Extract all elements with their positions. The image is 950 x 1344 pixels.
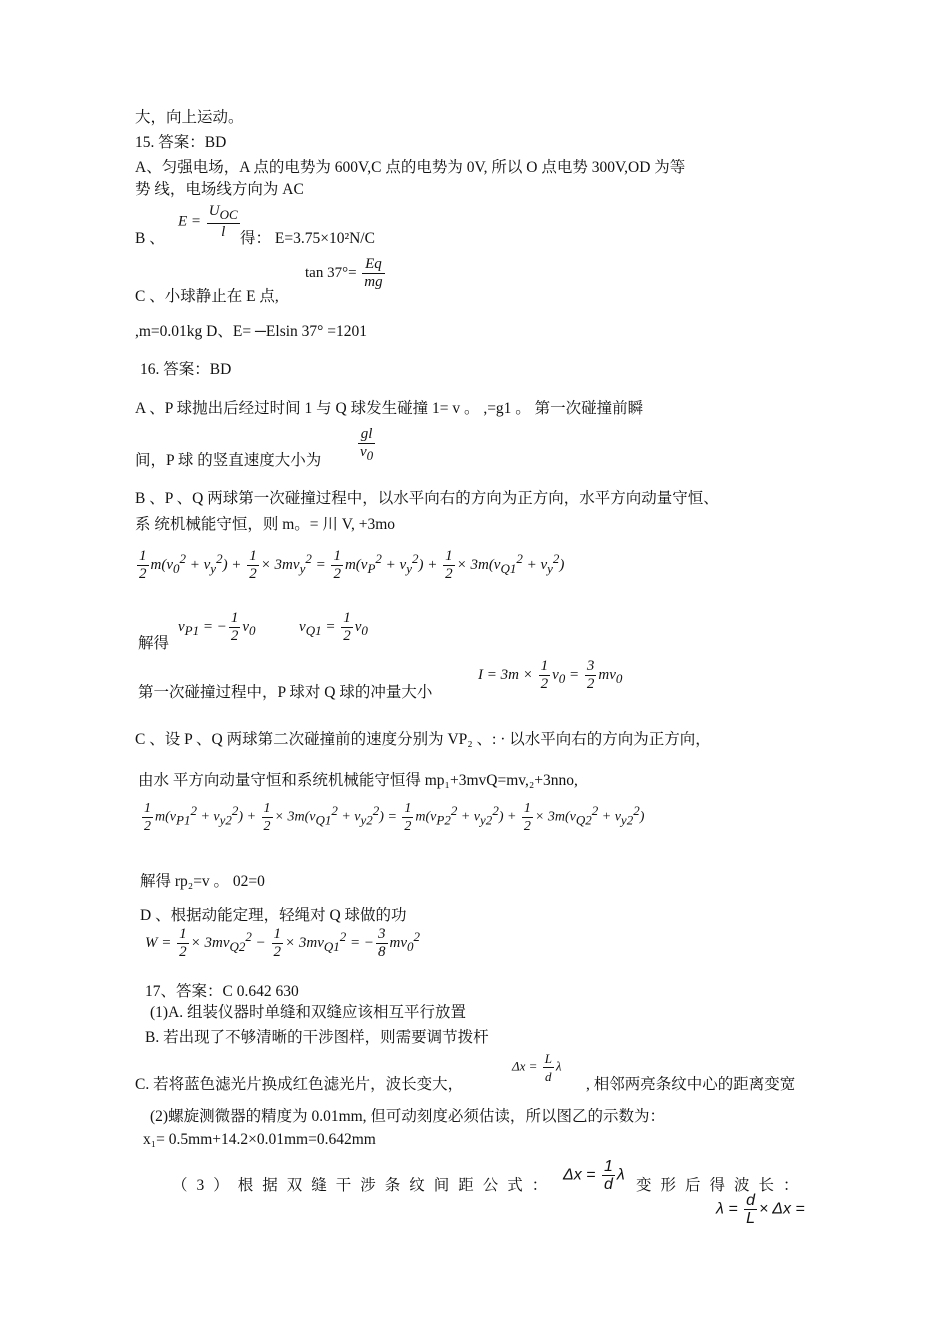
text-line: (2)螺旋测微器的精度为 0.01mm, 但可动刻度必须估读，所以图乙的示数为： xyxy=(150,1108,665,1125)
text-line: B. 若出现了不够清晰的干涉图样，则需要调节拨杆 xyxy=(145,1029,489,1046)
text-line: B 、P 、Q 两球第一次碰撞过程中，以水平向右的方向为正方向，水平方向动量守恒、 xyxy=(135,490,719,507)
equation-dx-big: Δx = $\frac{1}{d}$ λ xyxy=(563,1158,625,1193)
equation-tan37: tan 37°= $\frac{Eq}{mg}$ xyxy=(305,256,383,290)
equation-energy-2: $\frac{1}{2}$ $m(v_{P1}^2 + v_{y2}^2)$ + $\frac{1}{2}$ × $3m(v_{Q1}^2 + v_{y2}^2)$ = $\frac{1}{2}$ $m(v_{P2}^2 + v_{y2}^2)$ + $\frac{1}{2}$ × $3m(v_{Q2}^2 + v_{y2}^2)$ xyxy=(144,801,645,834)
equation-lambda: λ = $\frac{d}{L}$ × Δx = xyxy=(716,1192,805,1227)
text-line: ,m=0.01kg D、E= ─Elsin 37° =1201 xyxy=(135,323,367,340)
answer-15: 15. 答案：BD xyxy=(135,134,227,151)
text-line: 间，P 球 的竖直速度大小为 xyxy=(135,452,322,469)
text-line: 由水 平方向动量守恒和系统机械能守恒得 mp₁+3mvQ=mv,₂+3nno, xyxy=(138,772,578,789)
text-line: (1)A. 组装仪器时单缝和双缝应该相互平行放置 xyxy=(150,1004,467,1021)
text-line: 大，向上运动。 xyxy=(135,109,244,126)
text-line: 变形后得波长： xyxy=(636,1177,808,1194)
answer-16: 16. 答案：BD xyxy=(140,361,232,378)
equation-e-field: E = $\frac{U_{OC}}{l}$ xyxy=(178,203,238,240)
answer-17: 17、答案：C 0.642 630 xyxy=(145,983,299,1000)
equation-vy: $\frac{gl}{v_0}$ xyxy=(360,426,374,463)
equation-solve-1: $v_{P1}$ = − $\frac{1}{2}$ $v_0$ $v_{Q1}$ = $\frac{1}{2}$ $v_0$ xyxy=(178,610,368,644)
text-line: , 相邻两亮条纹中心的距离变宽 xyxy=(586,1076,796,1093)
equation-work: W = $\frac{1}{2}$ × $3mv_{Q2}^2$ − $\frac{1}{2}$ × $3mv_{Q1}^2$ = − $\frac{3}{8}$ $mv_0^2$ xyxy=(145,926,421,960)
text-line: （3）根据双缝干涉条纹间距公式： xyxy=(172,1177,557,1194)
text-line: 第一次碰撞过程中，P 球对 Q 球的冲量大小 xyxy=(138,684,433,701)
text-line: 势 线，电场线方向为 AC xyxy=(135,181,304,198)
text-line: C 、小球静止在 E 点, xyxy=(135,288,279,305)
text-line: A、匀强电场，A 点的电势为 600V,C 点的电势为 0V, 所以 O 点电势 300V,OD 为等 xyxy=(135,159,686,176)
text-line: x₁= 0.5mm+14.2×0.01mm=0.642mm xyxy=(143,1131,376,1148)
text-line: A 、P 球抛出后经过时间 1 与 Q 球发生碰撞 1= v 。 ,=g1 。 第一次碰撞前瞬 xyxy=(135,400,644,417)
text-line: 系 统机械能守恒，则 m。= 川 V, +3mo xyxy=(135,516,396,533)
text-line: D 、根据动能定理，轻绳对 Q 球做的功 xyxy=(140,907,407,924)
text-line: 解得 xyxy=(138,635,170,652)
text-line-b: B 、 xyxy=(135,230,165,247)
text-line: C. 若将蓝色滤光片换成红色滤光片，波长变大， xyxy=(135,1076,464,1093)
text-line: 解得 rp₂=v 。 02=0 xyxy=(140,873,265,890)
text-line: C 、设 P 、Q 两球第二次碰撞前的速度分别为 VP₂ 、: · 以水平向右的方向为正方向， xyxy=(135,731,711,748)
equation-energy-1: $\frac{1}{2}$ $m(v_0^2 + v_y^2)$ + $\frac{1}{2}$ × $3mv_y^2$ = $\frac{1}{2}$ $m(v_P^2 + v_y^2)$ + $\frac{1}{2}$ × $3m(v_{Q1}^2 + v_y^2)$ xyxy=(139,548,565,582)
text-line: 得： E=3.75×10²N/C xyxy=(240,230,375,247)
equation-dx-small: Δx = $\frac{L}{d}$ λ xyxy=(512,1051,562,1084)
equation-impulse: I = 3m × $\frac{1}{2}$ $v_0$ = $\frac{3}{2}$ $mv_0$ xyxy=(478,658,623,692)
